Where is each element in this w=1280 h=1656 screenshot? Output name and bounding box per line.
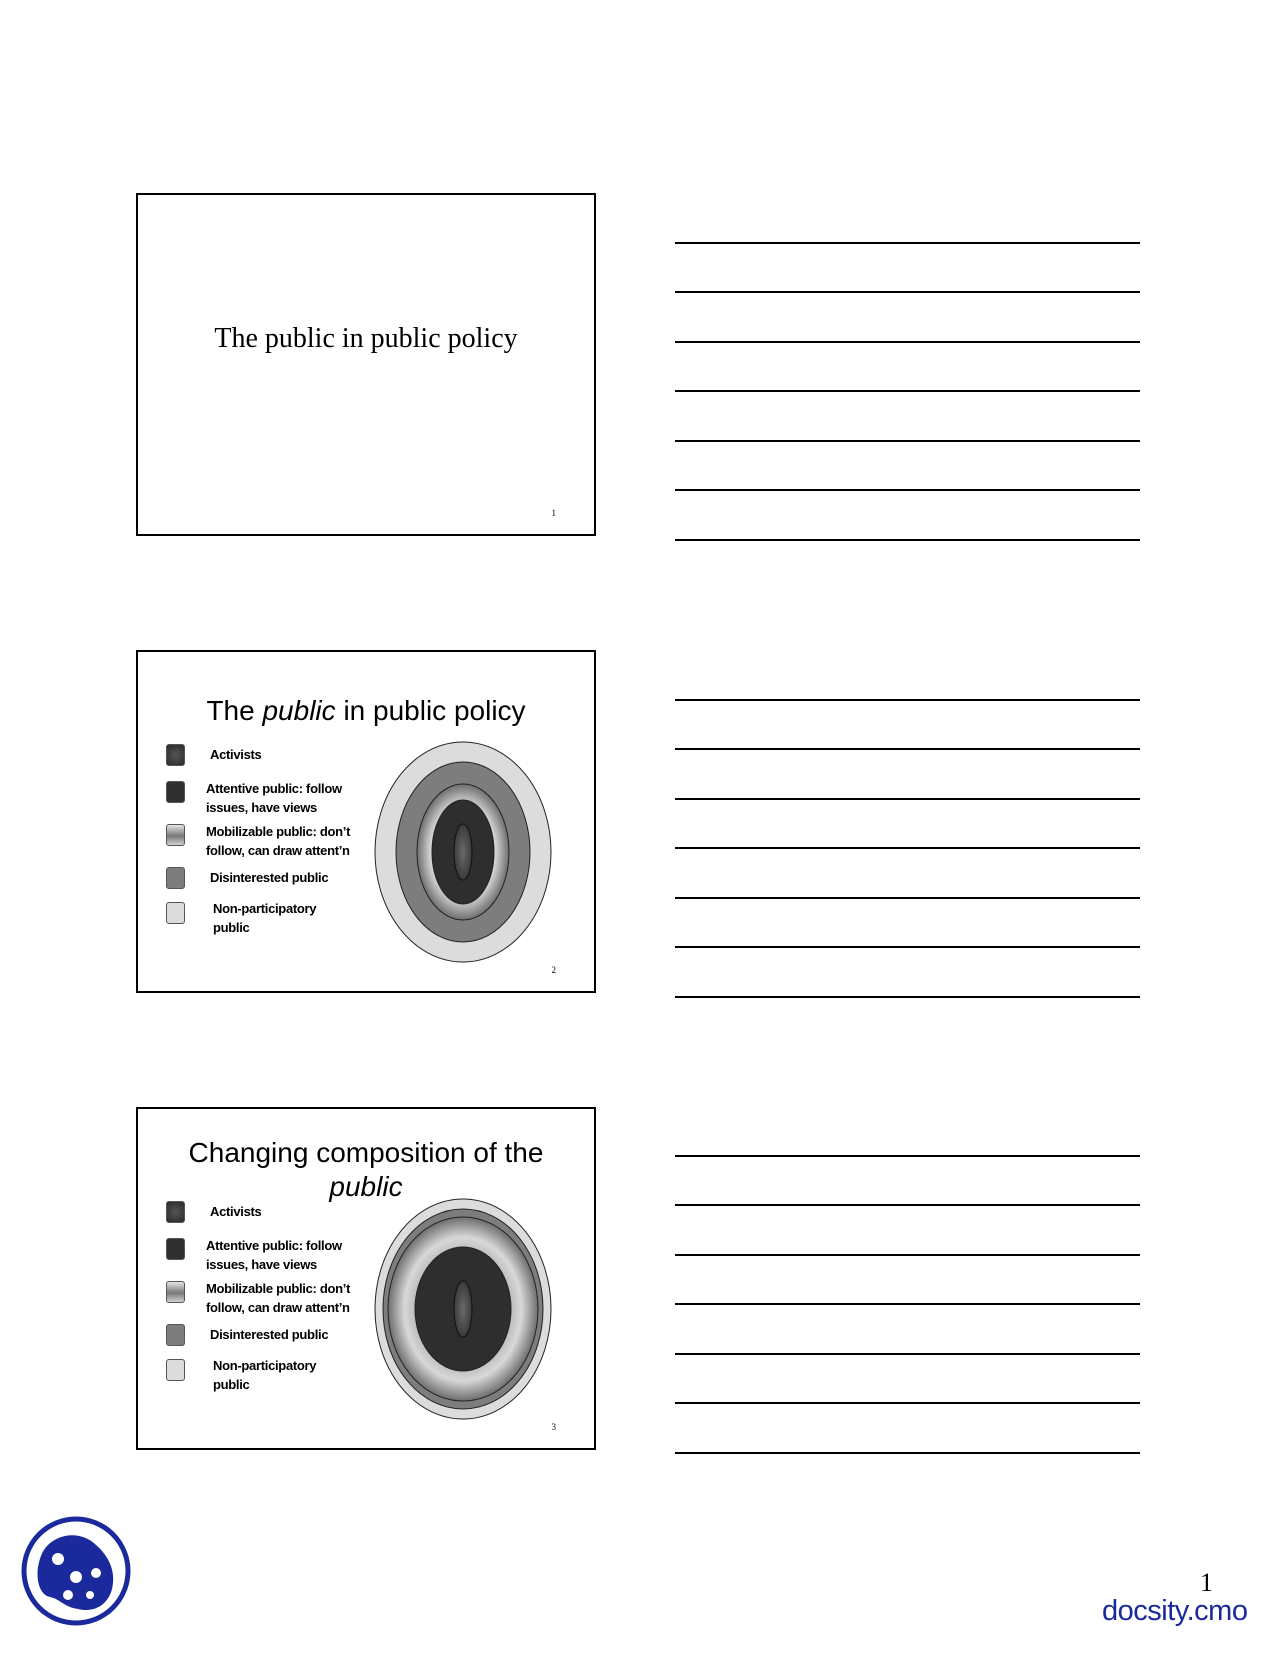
note-line [675, 1353, 1140, 1355]
changing-rings-diagram [368, 1189, 558, 1429]
note-line [675, 699, 1140, 701]
title-line: Changing composition of the [188, 1137, 544, 1168]
legend-label: Activists [210, 1204, 262, 1219]
title-part: The [206, 695, 255, 726]
note-line [675, 897, 1140, 899]
slide-title [148, 694, 584, 728]
note-line [675, 1452, 1140, 1454]
note-line [675, 440, 1140, 442]
page-number: 1 [1200, 1568, 1213, 1597]
docsity-logo-icon[interactable] [20, 1515, 132, 1627]
note-line [675, 291, 1140, 293]
ring-activists [454, 824, 472, 880]
title-part: in public policy [343, 695, 526, 726]
note-line [675, 1155, 1140, 1157]
slide-1 [136, 193, 596, 536]
legend-swatch-attentive [166, 1238, 185, 1260]
legend-swatch-activists [166, 744, 185, 766]
title-emphasis: public [329, 1171, 403, 1202]
slide-number: 1 [551, 508, 556, 518]
ring-activists [454, 1281, 472, 1337]
public-rings-diagram [368, 732, 558, 972]
note-line [675, 390, 1140, 392]
slide-number: 2 [551, 965, 556, 975]
legend-label: Attentive public: follow issues, have views [206, 1238, 342, 1272]
legend-swatch-activists [166, 1201, 185, 1223]
title-emphasis: public [262, 695, 336, 726]
slide-3 [136, 1107, 596, 1450]
brand-link[interactable]: docsity.cmo [1102, 1595, 1248, 1627]
legend-label: Attentive public: follow issues, have views [206, 781, 342, 815]
legend-label: Mobilizable public: don’t follow, can draw attent’n [206, 824, 351, 858]
note-line [675, 539, 1140, 541]
legend-swatch-non-participatory [166, 902, 185, 924]
note-line [675, 798, 1140, 800]
slide-number: 3 [551, 1422, 556, 1432]
note-line [675, 242, 1140, 244]
note-line [675, 946, 1140, 948]
note-line [675, 847, 1140, 849]
legend-swatch-attentive [166, 781, 185, 803]
legend-swatch-mobilizable [166, 1281, 185, 1303]
legend [166, 744, 366, 944]
legend-label: Non-participatory public [213, 1358, 317, 1392]
slide-2 [136, 650, 596, 993]
legend-swatch-mobilizable [166, 824, 185, 846]
note-line [675, 489, 1140, 491]
legend-swatch-disinterested [166, 1324, 185, 1346]
legend-label: Mobilizable public: don’t follow, can draw attent’n [206, 1281, 351, 1315]
note-line [675, 748, 1140, 750]
note-line [675, 1204, 1140, 1206]
legend-label: Activists [210, 747, 262, 762]
legend-swatch-disinterested [166, 867, 185, 889]
legend [166, 1201, 366, 1401]
legend-label: Disinterested public [210, 1327, 329, 1342]
note-line [675, 996, 1140, 998]
note-line [675, 1303, 1140, 1305]
legend-label: Non-participatory public [213, 901, 317, 935]
note-line [675, 1254, 1140, 1256]
legend-swatch-non-participatory [166, 1359, 185, 1381]
legend-label: Disinterested public [210, 870, 329, 885]
note-line [675, 341, 1140, 343]
slide-title: The public in public policy [214, 323, 518, 354]
note-line [675, 1402, 1140, 1404]
